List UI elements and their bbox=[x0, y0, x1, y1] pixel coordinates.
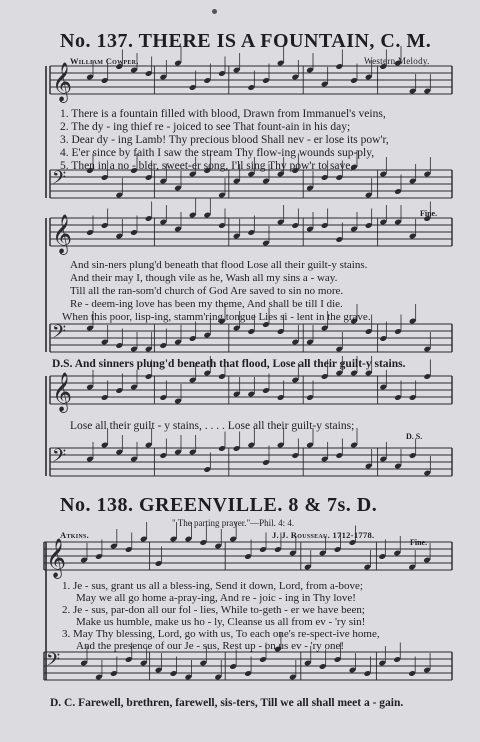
hymn-137-fine: Fine. bbox=[420, 209, 438, 218]
hymn-137-refrain-3: Till all the ran-som'd church of God Are saved to sin no more. bbox=[70, 285, 344, 297]
hymn-137-refrain-1: And sin-ners plung'd beneath that flood Lose all their guilt-y stains. bbox=[70, 259, 368, 271]
svg-text:𝄢: 𝄢 bbox=[52, 322, 67, 347]
hymn-137-refrain-2: And their may I, though vile as he, Wash all my sins a - way. bbox=[70, 272, 338, 284]
svg-text:𝄞: 𝄞 bbox=[52, 372, 73, 412]
hymn-137-verse-3: 3. Dear dy - ing Lamb! Thy precious blood Shall nev - er lose its pow'r, bbox=[60, 134, 389, 146]
hymn-137-refrain-5: When this poor, lisp-ing, stamm'ring tongue Lies si - lent in the grave. bbox=[62, 311, 371, 323]
hymn-138-verse-1b: May we all go home a-pray-ing, And re - joic - ing in Thy love! bbox=[76, 592, 356, 604]
hymn-138-composer: J. J. Rousseau. 1712-1778. bbox=[272, 530, 375, 540]
hymn-138-verse-2a: 2. Je - sus, par-don all our fol - lies, While to-geth - er we have been; bbox=[62, 604, 365, 616]
hymn-138-author: Atkins. bbox=[60, 530, 90, 540]
hymn-137-verse-4: 4. E'er since by faith I saw the stream Thy flow-ing wounds sup-ply, bbox=[60, 147, 375, 159]
hymn-137-verse-2: 2. The dy - ing thief re - joiced to see That fount-ain in his day; bbox=[60, 121, 351, 133]
svg-text:𝄢: 𝄢 bbox=[52, 168, 67, 193]
hymn-137-tune: Western Melody. bbox=[364, 56, 430, 66]
hymn-138-verse-3b: And the presence of our Je - sus, Rest up - on us ev - 'ry one! bbox=[76, 640, 345, 652]
hymn-138-dc-line: D. C. Farewell, brethren, farewell, sis-ters, Till we all shall meet a - gain. bbox=[50, 697, 404, 709]
staff-7 bbox=[44, 522, 452, 579]
svg-text:𝄞: 𝄞 bbox=[52, 62, 73, 102]
hymn-137-ds-mark: D. S. bbox=[406, 432, 423, 441]
staff-6 bbox=[50, 428, 452, 476]
hymn-137-verse-5: 5. Then in a no - bler, sweet-er song, I'll sing Thy pow'r to save, bbox=[60, 160, 354, 172]
staff-3 bbox=[50, 198, 452, 255]
staff-1 bbox=[50, 46, 452, 103]
hymn-137-ds-line: D.S. And sinners plung'd beneath that flood, Lose all their guilt-y stains. bbox=[52, 358, 406, 370]
hymn-137-refrain-4: Re - deem-ing love has been my theme, And shall be till I die. bbox=[70, 298, 343, 310]
svg-text:𝄢: 𝄢 bbox=[46, 650, 61, 675]
svg-text:𝄞: 𝄞 bbox=[52, 214, 73, 254]
hymn-137-author: William Cowper. bbox=[70, 56, 139, 66]
hymn-137-chorus-line: Lose all their guilt - y stains, . . . . Lose all their guilt-y stains; bbox=[70, 420, 355, 432]
hymn-138-fine: Fine. bbox=[410, 538, 428, 547]
svg-text:𝄞: 𝄞 bbox=[46, 538, 67, 578]
hymn-137-title: No. 137. THERE IS A FOUNTAIN, C. M. bbox=[60, 30, 432, 52]
hymn-138-quote: " The parting prayer."—Phil. 4: 4. bbox=[172, 518, 295, 528]
hymn-138-verse-2b: Make us humble, make us ho - ly, Cleanse us all from ev - 'ry sin! bbox=[76, 616, 366, 628]
hymn-137-verse-1: 1. There is a fountain filled with blood, Drawn from Immanuel's veins, bbox=[60, 108, 386, 120]
svg-text:𝄢: 𝄢 bbox=[52, 446, 67, 471]
hymn-138-verse-1a: 1. Je - sus, grant us all a bless-ing, Send it down, Lord, from a-bove; bbox=[62, 580, 363, 592]
hymn-138-title: No. 138. GREENVILLE. 8 & 7s. D. bbox=[60, 494, 378, 516]
hymn-138-verse-3a: 3. May Thy blessing, Lord, go with us, To each one's re-spect-ive home, bbox=[62, 628, 380, 640]
